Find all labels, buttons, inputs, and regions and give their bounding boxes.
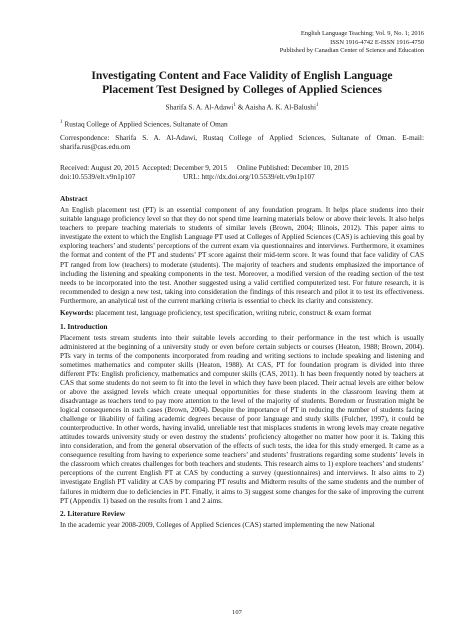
authors xyxy=(60,101,424,111)
received-date: Received: August 20, 2015 xyxy=(60,163,140,173)
article-url: URL: http://dx.doi.org/10.5539/elt.v9n1p107 xyxy=(183,172,315,182)
abstract-heading: Abstract xyxy=(60,194,88,204)
introduction-text: Placement tests stream students into their suitable levels according to their performance in the test which is usually administered at the beginning of a university study or even before certain subjects or courses (Heaton, 1988; Brown, 2004). PTs vary in terms of the components incorporated from reading and writing sections to include speaking and listening and sometimes mathematics and computer skills (Heaton, 1988). At CAS, PT for foundation program is divided into three different PTs: English proficiency, mathematics and computer skills (CAS, 2011). It has been frequently noted by teachers at CAS that some students do not seem to fit into the level in which they have been placed. Their actual levels are either below or above the assigned levels which create unequal opportunities for these students in the classroom leaving them at disadvantage as teachers tend to pay more attention to the level of the majority of students. Boredom or frustration might be logical consequences in such cases (Brown, 2004). Despite the importance of PT in reducing the number of students facing challenge or likability of failing academic degrees because of poor language and study skills (Fulcher, 1997), it could be counterproductive. In other words, having invalid, unreliable test that misplaces students in wrong levels may create negative attitudes towards university study or even destroy the students’ proficiency altogether no matter how poor it is. Taking this into consideration, and from the general observation of the effects of such tests, the idea for this study emerged. It came as a consequence resulting from having to experience some teachers’ and students’ frustrations regarding some students’ levels in the classroom which creates challenges for both teachers and students. This research aims to 1) explore teachers’ and students’ perceptions of the current English PT at CAS by conducting a survey (questionnaires) and interviews. It also aims to 2) investigate English PT validity at CAS by comparing PT results and Midterm results of the same students and the number of failures in midterm due to deficiencies in PT. Finally, it aims to 3) suggest some changes for the sake of improving the current PT (Appendix 1) based on the results from 1 and 2 aims. xyxy=(60,333,424,505)
doi: doi:10.5539/elt.v9n1p107 xyxy=(60,172,136,182)
author-separator: & xyxy=(235,102,245,112)
title-line-2: Placement Test Designed by Colleges of Applied Sciences xyxy=(102,82,382,96)
paper-title xyxy=(60,69,424,97)
keywords-label: Keywords: xyxy=(60,308,94,317)
abstract-text: An English placement test (PT) is an essential component of any foundation program. It helps place students into their suitable language proficiency level so that they do not spend time learning materials below or above their levels. It also helps teachers to prepare teaching materials to students of similar levels (Brown, 2004; Illinois, 2012). This paper aims to investigate the extent to which the English Language PT used at Colleges of Applied Sciences (CAS) is achieving this goal by exploring teachers’ and students’ perceptions of the current exam via questionnaires and interviews. Furthermore, it examines the format and content of the PT and students’ PT score against their mid-term score. It was found that face validity of CAS PT ranged from low (teachers) to moderate (students). The majority of teachers and students emphasized the importance of including the listening and speaking components in the test. Moreover, a modified version of the reading section of the test needs to be incorporated into the test. Another suggested using a valid certified computerized test. For future research, it is recommended to design a new test, taking into consideration the findings of this research and pilot it to test its effectiveness. Furthermore, an analytical test of the current marking criteria is essential to check its clarity and consistency. xyxy=(60,206,424,305)
journal-header xyxy=(60,0,424,56)
keywords xyxy=(60,309,424,318)
keywords-text: placement test, language proficiency, test specification, writing rubric, construct & exam format xyxy=(93,308,372,317)
author-1: Sharifa S. A. Al-Adawi xyxy=(165,102,234,112)
affiliation-text: Rustaq College of Applied Sciences, Sultanate of Oman xyxy=(62,119,228,129)
journal-line: English Language Teaching; Vol. 9, No. 1; 2016 xyxy=(300,30,424,37)
online-date: Online Published: December 10, 2015 xyxy=(237,163,349,173)
title-line-1: Investigating Content and Face Validity of English Language xyxy=(91,68,393,82)
accepted-date: Accepted: December 9, 2015 xyxy=(142,163,228,173)
author-1-sup: 1 xyxy=(233,103,236,109)
affiliation xyxy=(60,118,424,128)
author-2-sup: 1 xyxy=(315,103,319,109)
introduction-heading: 1. Introduction xyxy=(60,321,108,331)
affiliation-sup: 1 xyxy=(60,119,63,125)
publisher-line: Published by Canadian Center of Science and Education xyxy=(279,47,424,55)
publication-dates xyxy=(60,163,424,181)
correspondence: Correspondence: Sharifa S. A. Al-Adawi, Rustaq College of Applied Sciences, Sultanate of Oman. E-mail: sharifa.rus@cas.edu.om xyxy=(60,133,424,152)
page-number: 107 xyxy=(232,609,242,616)
issn-line: ISSN 1916-4742 E-ISSN 1916-4750 xyxy=(330,38,424,46)
literature-heading: 2. Literature Review xyxy=(60,508,125,518)
author-2: Aaisha A. K. Al-Balushi xyxy=(244,102,316,112)
literature-text: In the academic year 2008-2009, Colleges of Applied Sciences (CAS) started implementing the new National xyxy=(60,520,375,529)
